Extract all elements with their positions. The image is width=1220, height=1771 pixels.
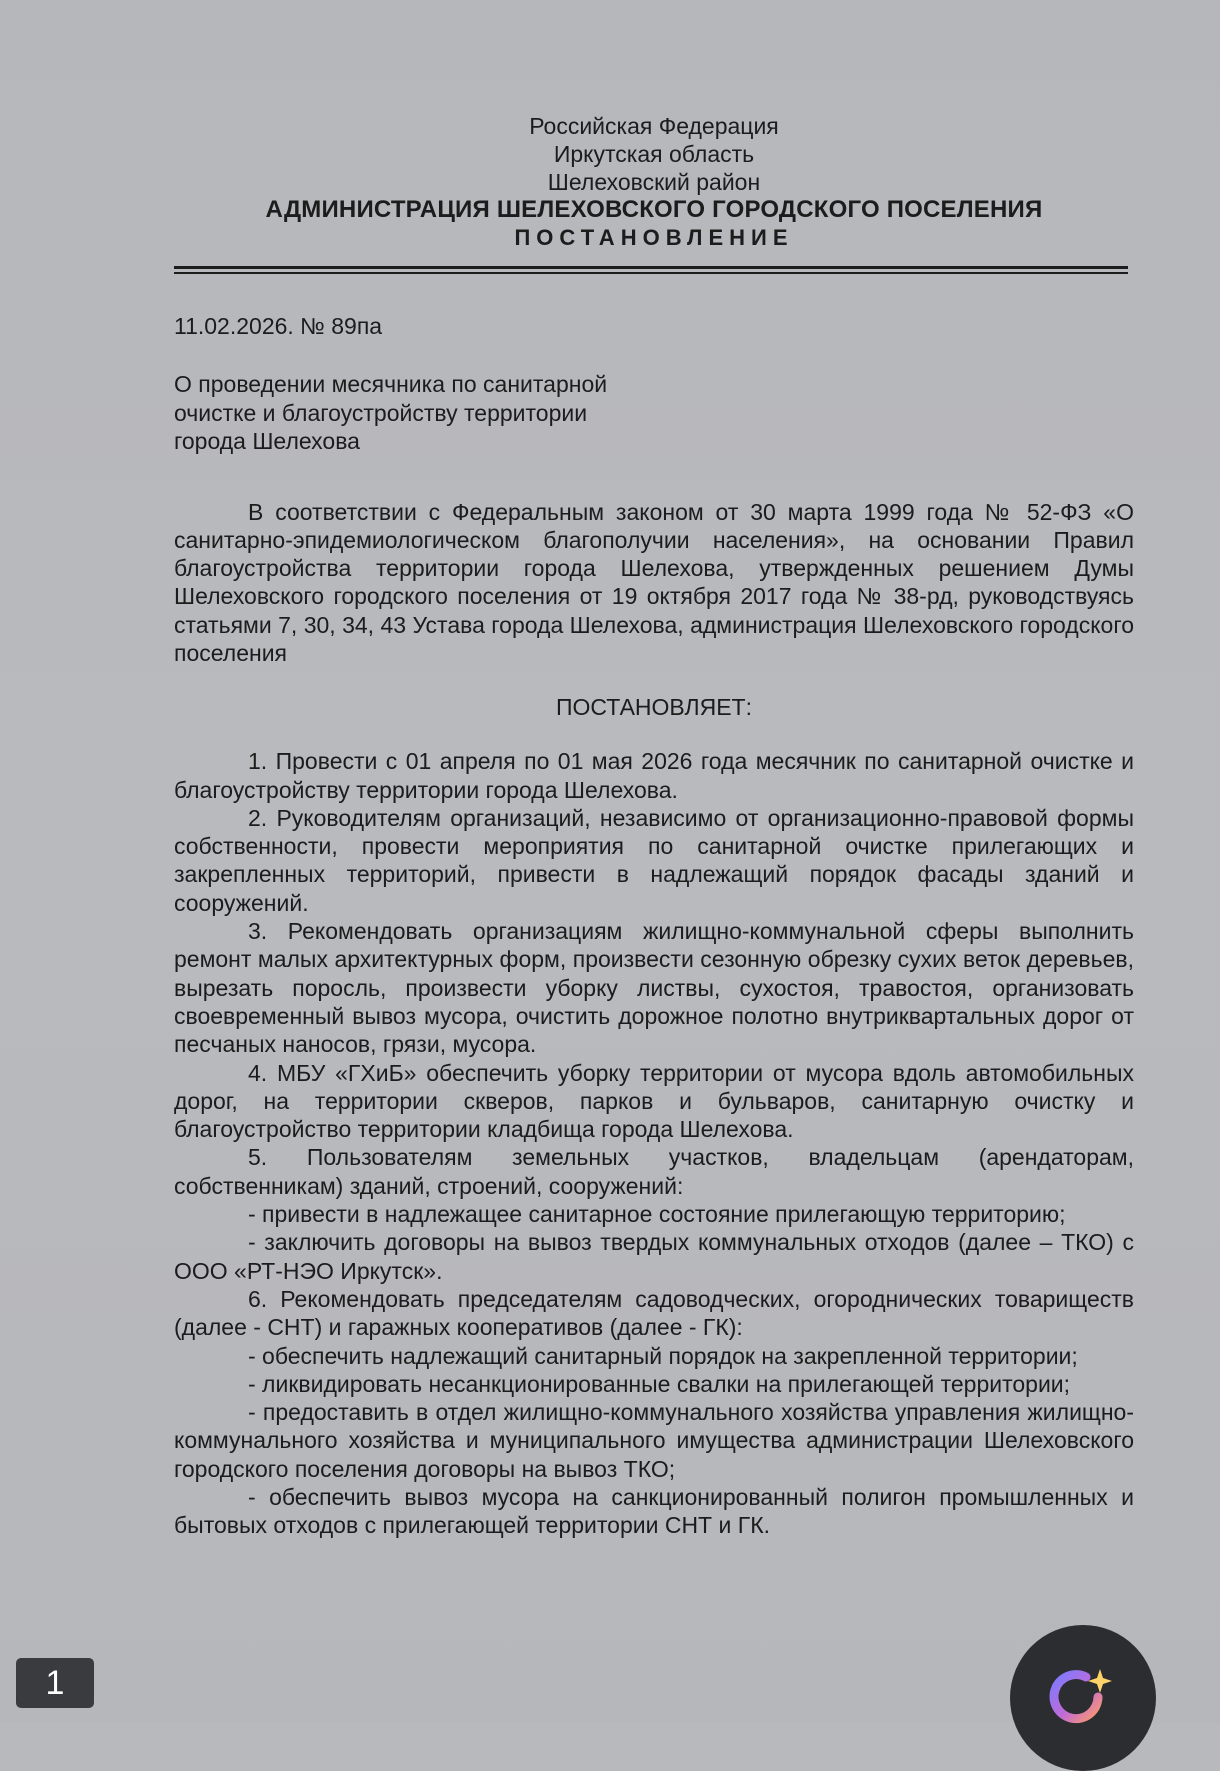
paragraph-3: 3. Рекомендовать организациям жилищно-коммунальной сферы выполнить ремонт малых архитектурных форм, произвести сезонную обрезку сухих веток деревьев, вырезать поросль, произвести уборку листвы, сухостоя, травостоя, организовать своевременный вывоз мусора, очистить дорожное полотно внутриквартальных дорог от песчаных наносов, грязи, мусора.	[174, 918, 1134, 1058]
paragraph-4: 4. МБУ «ГХиБ» обеспечить уборку территории от мусора вдоль автомобильных дорог, на территории скверов, парков и бульваров, санитарную очистку и благоустройство территории кладбища города Шелехова.	[174, 1059, 1134, 1143]
document-resolves-heading: ПОСТАНОВЛЯЕТ:	[556, 694, 752, 721]
assistant-button[interactable]	[1010, 1625, 1156, 1771]
document-subject: О проведении месячника по санитарной очистке и благоустройству территории города Шелехова	[174, 371, 608, 454]
header-region: Иркутская область	[553, 141, 755, 167]
paragraph-6-item-1: - обеспечить надлежащий санитарный порядок на закрепленной территории;	[248, 1342, 1078, 1369]
header-district: Шелеховский район	[547, 169, 761, 195]
header-doc-type: ПОСТАНОВЛЕНИЕ	[514, 225, 794, 250]
document-preamble: В соответствии с Федеральным законом от 30 марта 1999 года № 52-ФЗ «О санитарно-эпидемиологическом благополучии населения», на основании Правил благоустройства территории города Шелехова, утвержденных решением Думы Шелеховского городского поселения от 19 октября 2017 года № 38-рд, руководствуясь статьями 7, 30, 34, 43 Устава города Шелехова, администрация Шелеховского городского поселения	[174, 498, 1134, 666]
header-administration: АДМИНИСТРАЦИЯ ШЕЛЕХОВСКОГО ГОРОДСКОГО ПОСЕЛЕНИЯ	[265, 196, 1043, 223]
document-body	[174, 747, 1134, 1539]
header-country: Российская Федерация	[529, 113, 779, 139]
paragraph-1: 1. Провести с 01 апреля по 01 мая 2026 года месячник по санитарной очистке и благоустройству территории города Шелехова.	[174, 748, 1134, 803]
document-page	[174, 112, 1134, 1540]
paragraph-6: 6. Рекомендовать председателям садоводческих, огороднических товариществ (далее - СНТ) и гаражных кооперативов (далее - ГК):	[174, 1285, 1134, 1341]
document-date-number: 11.02.2026. № 89па	[174, 313, 383, 339]
page-number-indicator[interactable]: 1	[16, 1658, 94, 1708]
paragraph-5: 5. Пользователям земельных участков, владельцам (арендаторам, собственникам) зданий, строений, сооружений:	[174, 1144, 1134, 1199]
paragraph-6-item-3: - предоставить в отдел жилищно-коммунального хозяйства управления жилищно-коммунального хозяйства и муниципального имущества администрации Шелеховского городского поселения договоры на вывоз ТКО;	[174, 1399, 1134, 1482]
paragraph-6-item-2: - ликвидировать несанкционированные свалки на прилегающей территории;	[248, 1370, 1071, 1397]
paragraph-2: 2. Руководителям организаций, независимо от организационно-правовой формы собственности, провести мероприятия по санитарной очистке прилегающих и закрепленных территорий, привести в надлежащий порядок фасады зданий и сооружений.	[174, 804, 1134, 916]
paragraph-5-item-1: - привести в надлежащее санитарное состояние прилегающую территорию;	[248, 1201, 1066, 1228]
paragraph-5-item-2: - заключить договоры на вывоз твердых коммунальных отходов (далее – ТКО) с ООО «РТ-НЭО Иркутск».	[174, 1229, 1134, 1284]
header-divider-thin	[174, 272, 1128, 274]
paragraph-6-item-4: - обеспечить вывоз мусора на санкционированный полигон промышленных и бытовых отходов с прилегающей территории СНТ и ГК.	[174, 1484, 1134, 1539]
header-divider	[174, 266, 1128, 269]
assistant-sparkle-icon	[1046, 1663, 1120, 1737]
